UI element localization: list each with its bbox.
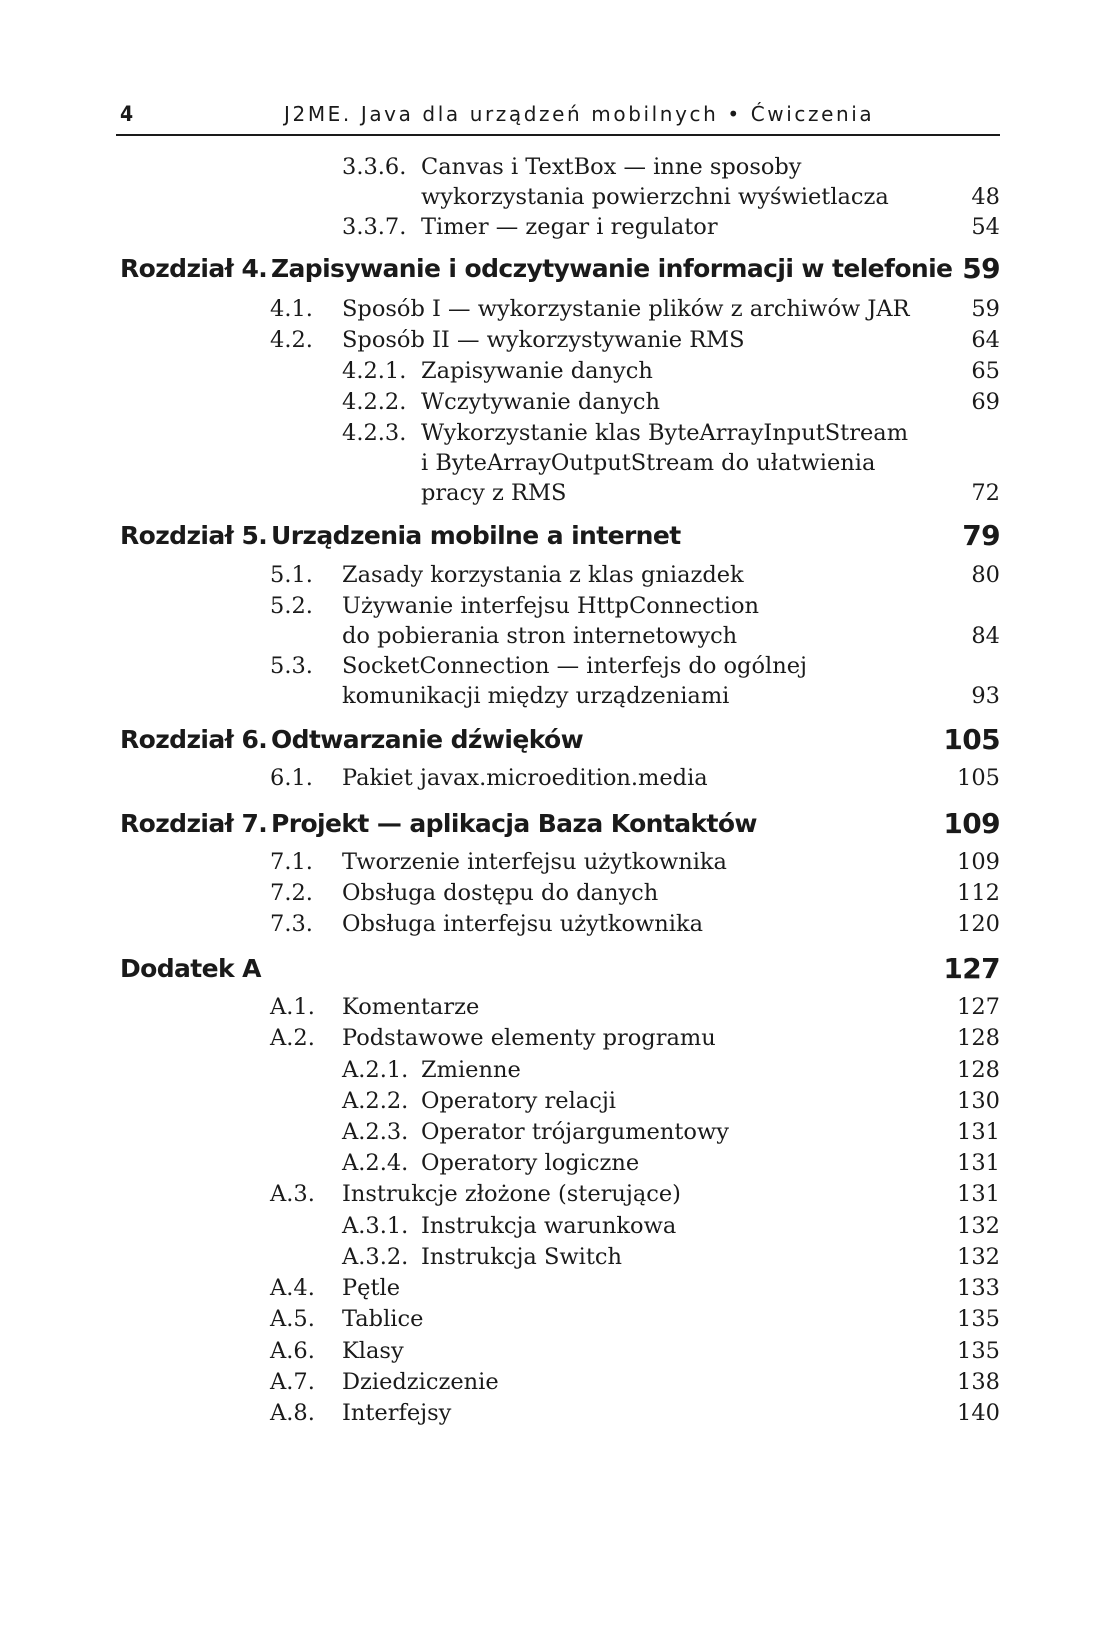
section-number: A.6. [270, 1338, 315, 1364]
section-entry [270, 1367, 1000, 1397]
section-title: Timer — zegar i regulator [421, 214, 718, 240]
section-title: Pętle [342, 1275, 401, 1301]
section-entry [270, 294, 1000, 324]
section-page: 132 [957, 1244, 1000, 1270]
section-entry [270, 591, 1000, 651]
section-number: A.2.4. [342, 1150, 409, 1176]
subsection-entry [342, 356, 1000, 386]
section-page: 64 [971, 327, 1000, 353]
section-number: A.1. [270, 994, 315, 1020]
section-page: 112 [957, 880, 1000, 906]
section-title: Operatory relacji [421, 1088, 616, 1114]
book-title: J2ME. Java dla urządzeń mobilnych • Ćwiczenia [284, 102, 875, 126]
section-number: A.3.2. [342, 1244, 409, 1270]
section-entry [270, 1273, 1000, 1303]
chapter-entry [116, 950, 1000, 990]
chapter-entry [116, 517, 1000, 557]
section-number: 4.1. [270, 296, 313, 322]
subsection-entry [342, 1117, 1000, 1147]
section-entry [270, 1179, 1000, 1209]
section-entry [270, 1304, 1000, 1334]
chapter-number: Rozdział 4. [120, 254, 268, 283]
section-page: 80 [971, 562, 1000, 588]
section-page: 138 [957, 1369, 1000, 1395]
chapter-title: Odtwarzanie dźwięków [271, 725, 584, 754]
section-number: A.3. [270, 1181, 315, 1207]
section-page: 109 [957, 849, 1000, 875]
section-title: Komentarze [342, 994, 480, 1020]
section-title: Sposób I — wykorzystanie plików z archiwów JAR [342, 296, 910, 322]
section-page: 84 [971, 623, 1000, 649]
section-title: Zmienne [421, 1057, 521, 1083]
section-title: Zasady korzystania z klas gniazdek [342, 562, 744, 588]
section-page: 135 [957, 1338, 1000, 1364]
chapter-page: 127 [943, 952, 1000, 985]
subsection-entry [342, 152, 1000, 212]
section-title: Zapisywanie danych [421, 358, 653, 384]
section-title: Używanie interfejsu HttpConnection do pobierania stron internetowych [342, 593, 760, 649]
section-number: 4.2.1. [342, 358, 407, 384]
section-entry [270, 992, 1000, 1022]
section-number: A.2. [270, 1025, 315, 1051]
section-entry [270, 909, 1000, 939]
section-number: 3.3.6. [342, 154, 407, 180]
section-page: 120 [957, 911, 1000, 937]
section-number: A.8. [270, 1400, 315, 1426]
section-title: Canvas i TextBox — inne sposoby wykorzystania powierzchni wyświetlacza [421, 154, 889, 210]
chapter-page: 79 [962, 519, 1000, 552]
subsection-entry [342, 1086, 1000, 1116]
section-number: A.3.1. [342, 1213, 409, 1239]
section-page: 131 [957, 1119, 1000, 1145]
section-page: 128 [957, 1057, 1000, 1083]
section-number: 7.3. [270, 911, 313, 937]
section-entry [270, 1336, 1000, 1366]
section-title: Podstawowe elementy programu [342, 1025, 716, 1051]
section-page: 105 [957, 765, 1000, 791]
subsection-entry [342, 387, 1000, 417]
subsection-entry [342, 1211, 1000, 1241]
section-title: Sposób II — wykorzystywanie RMS [342, 327, 745, 353]
section-title: Instrukcja warunkowa [421, 1213, 677, 1239]
chapter-page: 105 [943, 723, 1000, 756]
section-entry [270, 878, 1000, 908]
subsection-entry [342, 418, 1000, 508]
section-title: Tablice [342, 1306, 424, 1332]
section-page: 65 [971, 358, 1000, 384]
section-page: 133 [957, 1275, 1000, 1301]
section-page: 140 [957, 1400, 1000, 1426]
subsection-entry [342, 212, 1000, 242]
chapter-page: 59 [962, 252, 1000, 285]
section-title: Wykorzystanie klas ByteArrayInputStream i ByteArrayOutputStream do ułatwienia pracy z RMS [421, 420, 909, 506]
section-number: A.4. [270, 1275, 315, 1301]
section-title: Wczytywanie danych [421, 389, 660, 415]
section-number: 4.2.2. [342, 389, 407, 415]
section-page: 130 [957, 1088, 1000, 1114]
section-title: Operatory logiczne [421, 1150, 640, 1176]
section-number: 3.3.7. [342, 214, 407, 240]
page-number: 4 [120, 102, 134, 126]
section-number: A.5. [270, 1306, 315, 1332]
section-number: A.7. [270, 1369, 315, 1395]
section-page: 131 [957, 1150, 1000, 1176]
section-number: 4.2. [270, 327, 313, 353]
chapter-entry [116, 721, 1000, 761]
section-page: 93 [971, 683, 1000, 709]
section-number: 7.2. [270, 880, 313, 906]
section-page: 132 [957, 1213, 1000, 1239]
section-entry [270, 560, 1000, 590]
section-title: Klasy [342, 1338, 404, 1364]
section-number: 5.3. [270, 653, 313, 679]
section-number: 4.2.3. [342, 420, 407, 446]
subsection-entry [342, 1148, 1000, 1178]
chapter-number: Rozdział 7. [120, 809, 268, 838]
section-title: Tworzenie interfejsu użytkownika [342, 849, 727, 875]
section-title: Instrukcja Switch [421, 1244, 622, 1270]
chapter-entry [116, 805, 1000, 845]
section-entry [270, 1398, 1000, 1428]
section-page: 59 [971, 296, 1000, 322]
section-page: 48 [971, 184, 1000, 210]
chapter-number: Rozdział 6. [120, 725, 268, 754]
section-number: A.2.1. [342, 1057, 409, 1083]
section-page: 128 [957, 1025, 1000, 1051]
section-title: SocketConnection — interfejs do ogólnej komunikacji między urządzeniami [342, 653, 807, 709]
section-number: 5.1. [270, 562, 313, 588]
section-title: Obsługa interfejsu użytkownika [342, 911, 704, 937]
section-entry [270, 325, 1000, 355]
chapter-title: Urządzenia mobilne a internet [271, 521, 681, 550]
section-title: Operator trójargumentowy [421, 1119, 729, 1145]
section-page: 131 [957, 1181, 1000, 1207]
section-number: 7.1. [270, 849, 313, 875]
section-entry [270, 651, 1000, 711]
section-title: Interfejsy [342, 1400, 452, 1426]
chapter-title: Zapisywanie i odczytywanie informacji w telefonie [271, 254, 953, 283]
section-number: 6.1. [270, 765, 313, 791]
chapter-title: Projekt — aplikacja Baza Kontaktów [271, 809, 757, 838]
section-entry [270, 847, 1000, 877]
section-title: Obsługa dostępu do danych [342, 880, 659, 906]
chapter-number: Rozdział 5. [120, 521, 268, 550]
section-page: 69 [971, 389, 1000, 415]
chapter-number: Dodatek A [120, 954, 261, 983]
section-entry [270, 763, 1000, 793]
section-page: 127 [957, 994, 1000, 1020]
chapter-entry [116, 250, 1000, 290]
chapter-page: 109 [943, 807, 1000, 840]
section-title: Instrukcje złożone (sterujące) [342, 1181, 681, 1207]
section-number: 5.2. [270, 593, 313, 619]
section-number: A.2.3. [342, 1119, 409, 1145]
section-page: 72 [971, 480, 1000, 506]
section-page: 54 [971, 214, 1000, 240]
section-entry [270, 1023, 1000, 1053]
section-title: Pakiet javax.microedition.media [342, 765, 708, 791]
subsection-entry [342, 1242, 1000, 1272]
subsection-entry [342, 1055, 1000, 1085]
section-title: Dziedziczenie [342, 1369, 499, 1395]
section-number: A.2.2. [342, 1088, 409, 1114]
section-page: 135 [957, 1306, 1000, 1332]
